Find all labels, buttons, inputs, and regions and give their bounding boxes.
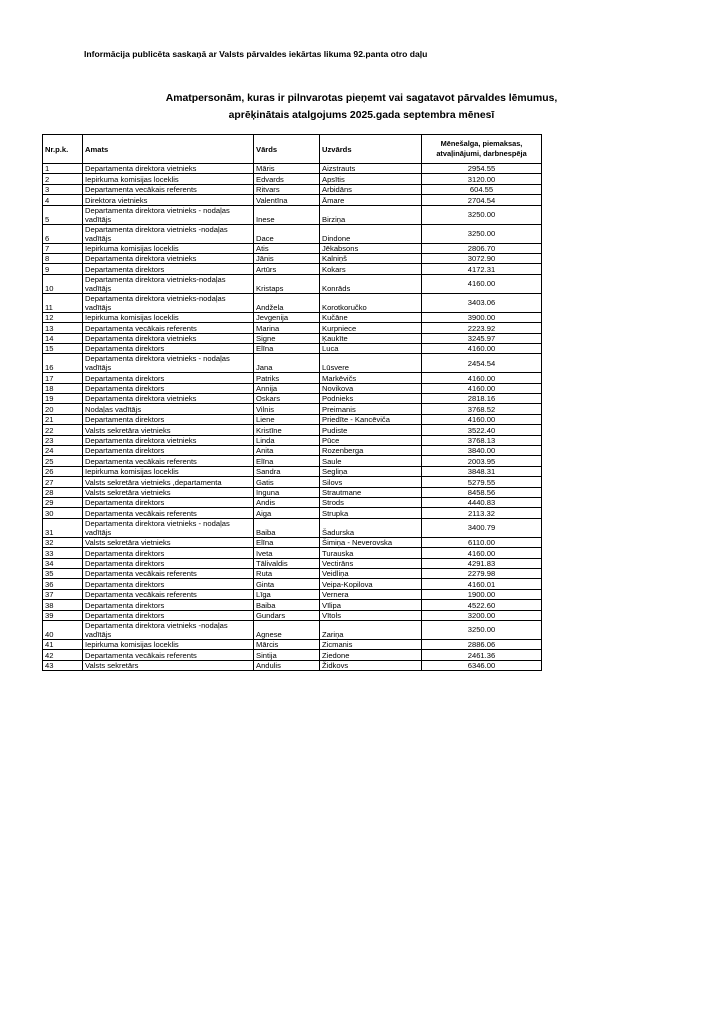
cell-amats: Departamenta vecākais referents [83,323,254,333]
cell-nr: 6 [43,224,83,243]
table-row [43,174,542,184]
cell-nr: 43 [43,660,83,670]
cell-alga: 3522.40 [422,425,542,435]
cell-alga: 4160.00 [422,343,542,353]
cell-vards: Annija [254,383,320,393]
cell-alga: 2954.55 [422,164,542,174]
cell-uzvards: Saule [320,456,422,466]
cell-uzvards: Vectirāns [320,558,422,568]
cell-vards: Ruta [254,568,320,578]
column-header-alga: Mēnešalga, piemaksas, atvaļinājumi, darbnespēja [422,135,542,164]
table-row [43,456,542,466]
table-row [43,548,542,558]
table-row [43,466,542,476]
column-header-uzvards: Uzvārds [320,135,422,164]
table-row [43,660,542,670]
cell-uzvards: Segliņa [320,466,422,476]
cell-alga: 2886.06 [422,639,542,649]
cell-uzvards: Pudiste [320,425,422,435]
cell-amats: Departamenta direktors [83,558,254,568]
cell-uzvards: Āmare [320,195,422,205]
cell-amats: Departamenta direktors [83,610,254,620]
cell-vards: Inese [254,205,320,224]
table-row [43,639,542,649]
cell-nr: 42 [43,650,83,660]
cell-nr: 33 [43,548,83,558]
cell-nr: 18 [43,383,83,393]
table-row [43,164,542,174]
cell-alga: 3403.06 [422,293,542,312]
cell-alga: 604.55 [422,184,542,194]
cell-amats: Departamenta direktora vietnieks [83,394,254,404]
cell-amats: Departamenta direktora vietnieks [83,333,254,343]
cell-amats: Valsts sekretāra vietnieks ,departamenta [83,477,254,487]
table-row [43,600,542,610]
table-row [43,195,542,205]
cell-uzvards: Vernera [320,589,422,599]
cell-nr: 37 [43,589,83,599]
cell-alga: 3250.00 [422,620,542,639]
cell-uzvards: Ziedone [320,650,422,660]
table-row [43,508,542,518]
cell-alga: 3250.00 [422,205,542,224]
table-row [43,404,542,414]
table-row [43,354,542,373]
cell-amats: Departamenta direktors [83,600,254,610]
document-title-line-2: aprēķinātais atalgojums 2025.gada septembra mēnesī [228,110,495,121]
cell-amats: Departamenta direktors [83,446,254,456]
cell-vards: Oskars [254,394,320,404]
cell-nr: 5 [43,205,83,224]
cell-nr: 12 [43,312,83,322]
column-header-vards: Vārds [254,135,320,164]
cell-vards: Andžela [254,293,320,312]
cell-amats: Departamenta vecākais referents [83,508,254,518]
cell-amats: Nodaļas vadītājs [83,404,254,414]
table-row [43,435,542,445]
cell-vards: Ginta [254,579,320,589]
cell-amats: Valsts sekretāra vietnieks [83,425,254,435]
cell-amats: Departamenta direktors [83,373,254,383]
cell-uzvards: Konrāds [320,274,422,293]
cell-alga: 4291.83 [422,558,542,568]
table-row [43,568,542,578]
cell-nr: 8 [43,253,83,263]
cell-nr: 14 [43,333,83,343]
table-row [43,373,542,383]
cell-amats: Departamenta direktors [83,343,254,353]
cell-amats: Departamenta direktors [83,548,254,558]
cell-uzvards: Apsītis [320,174,422,184]
cell-amats: Iepirkuma komisijas loceklis [83,243,254,253]
table-row [43,243,542,253]
cell-amats: Departamenta direktora vietnieks [83,435,254,445]
cell-vards: Kristīne [254,425,320,435]
cell-nr: 28 [43,487,83,497]
cell-uzvards: Arbidāns [320,184,422,194]
cell-vards: Elīna [254,456,320,466]
column-header-nr: Nr.p.k. [43,135,83,164]
cell-uzvards: Preimanis [320,404,422,414]
cell-nr: 38 [43,600,83,610]
cell-alga: 3120.00 [422,174,542,184]
cell-uzvards: Novikova [320,383,422,393]
cell-alga: 2003.95 [422,456,542,466]
cell-nr: 11 [43,293,83,312]
cell-uzvards: Strods [320,497,422,507]
cell-amats: Departamenta direktors [83,383,254,393]
cell-amats: Iepirkuma komisijas loceklis [83,466,254,476]
publication-note: Informācija publicēta saskaņā ar Valsts pārvaldes iekārtas likuma 92.panta otro daļu [84,49,428,59]
column-header-amats: Amats [83,135,254,164]
cell-uzvards: Kurpniece [320,323,422,333]
cell-alga: 3400.79 [422,518,542,537]
table-row [43,579,542,589]
cell-uzvards: Kokars [320,264,422,274]
cell-amats: Valsts sekretāra vietnieks [83,487,254,497]
cell-vards: Artūrs [254,264,320,274]
cell-uzvards: Vītols [320,610,422,620]
cell-nr: 35 [43,568,83,578]
table-row [43,518,542,537]
cell-vards: Patriks [254,373,320,383]
cell-nr: 40 [43,620,83,639]
document-title-line-1: Amatpersonām, kuras ir pilnvarotas pieņemt vai sagatavot pārvaldes lēmumus, [165,93,558,104]
cell-alga: 4172.31 [422,264,542,274]
table-row [43,487,542,497]
cell-vards: Sintija [254,650,320,660]
cell-alga: 3072.90 [422,253,542,263]
cell-alga: 3768.13 [422,435,542,445]
cell-vards: Agnese [254,620,320,639]
cell-uzvards: Pūce [320,435,422,445]
cell-amats: Departamenta vecākais referents [83,568,254,578]
cell-vards: Līga [254,589,320,599]
cell-alga: 3840.00 [422,446,542,456]
table-row [43,537,542,547]
cell-nr: 16 [43,354,83,373]
cell-uzvards: Priedīte - Kancēviča [320,414,422,424]
cell-nr: 31 [43,518,83,537]
cell-vards: Valentīna [254,195,320,205]
cell-vards: Mārcis [254,639,320,649]
cell-amats: Iepirkuma komisijas loceklis [83,639,254,649]
cell-amats: Departamenta vecākais referents [83,650,254,660]
cell-amats: Departamenta direktora vietnieks [83,253,254,263]
cell-nr: 19 [43,394,83,404]
cell-amats: Valsts sekretāra vietnieks [83,537,254,547]
cell-amats: Departamenta direktora vietnieks - nodaļas vadītājs [83,205,254,224]
cell-vards: Iveta [254,548,320,558]
cell-alga: 4440.83 [422,497,542,507]
cell-vards: Dace [254,224,320,243]
cell-uzvards: Kučāne [320,312,422,322]
table-row [43,414,542,424]
cell-alga: 4522.60 [422,600,542,610]
cell-nr: 30 [43,508,83,518]
table-row [43,323,542,333]
cell-uzvards: Šimiņa - Neverovska [320,537,422,547]
cell-vards: Inguna [254,487,320,497]
cell-amats: Iepirkuma komisijas loceklis [83,312,254,322]
cell-vards: Jana [254,354,320,373]
cell-vards: Kristaps [254,274,320,293]
cell-amats: Departamenta direktors [83,579,254,589]
cell-uzvards: Židkovs [320,660,422,670]
table-row [43,589,542,599]
cell-uzvards: Birziņa [320,205,422,224]
table-row [43,446,542,456]
cell-amats: Departamenta vecākais referents [83,184,254,194]
cell-uzvards: Zicmanis [320,639,422,649]
table-row [43,650,542,660]
cell-vards: Sandra [254,466,320,476]
table-row [43,205,542,224]
cell-vards: Vilnis [254,404,320,414]
cell-uzvards: Veipa-Kopilova [320,579,422,589]
cell-vards: Aiga [254,508,320,518]
cell-vards: Elīna [254,537,320,547]
cell-nr: 32 [43,537,83,547]
cell-amats: Departamenta direktors [83,264,254,274]
cell-amats: Departamenta direktora vietnieks - nodaļas vadītājs [83,354,254,373]
cell-vards: Gatis [254,477,320,487]
cell-nr: 7 [43,243,83,253]
cell-nr: 22 [43,425,83,435]
cell-uzvards: Zariņa [320,620,422,639]
cell-nr: 26 [43,466,83,476]
cell-alga: 2461.36 [422,650,542,660]
cell-uzvards: Luca [320,343,422,353]
table-row [43,333,542,343]
cell-alga: 4160.00 [422,414,542,424]
table-row [43,425,542,435]
table-row [43,184,542,194]
cell-vards: Linda [254,435,320,445]
cell-nr: 9 [43,264,83,274]
cell-uzvards: Ķaukīte [320,333,422,343]
cell-alga: 4160.01 [422,579,542,589]
cell-alga: 1900.00 [422,589,542,599]
cell-uzvards: Aizstrauts [320,164,422,174]
cell-vards: Baiba [254,600,320,610]
cell-nr: 39 [43,610,83,620]
cell-nr: 21 [43,414,83,424]
cell-alga: 2223.92 [422,323,542,333]
cell-uzvards: Silovs [320,477,422,487]
cell-alga: 6346.00 [422,660,542,670]
cell-nr: 41 [43,639,83,649]
cell-uzvards: Korotkoručko [320,293,422,312]
cell-nr: 23 [43,435,83,445]
cell-amats: Departamenta vecākais referents [83,589,254,599]
cell-nr: 15 [43,343,83,353]
cell-vards: Signe [254,333,320,343]
table-row [43,312,542,322]
cell-amats: Departamenta direktors [83,497,254,507]
cell-vards: Elīna [254,343,320,353]
cell-amats: Iepirkuma komisijas loceklis [83,174,254,184]
cell-amats: Departamenta direktora vietnieks [83,164,254,174]
cell-alga: 6110.00 [422,537,542,547]
cell-vards: Jānis [254,253,320,263]
table-row [43,610,542,620]
cell-nr: 34 [43,558,83,568]
cell-nr: 13 [43,323,83,333]
cell-amats: Departamenta direktors [83,414,254,424]
cell-uzvards: Rozenberga [320,446,422,456]
cell-alga: 3848.31 [422,466,542,476]
cell-nr: 36 [43,579,83,589]
cell-nr: 10 [43,274,83,293]
cell-alga: 3768.52 [422,404,542,414]
cell-alga: 2113.32 [422,508,542,518]
cell-vards: Andis [254,497,320,507]
cell-amats: Departamenta vecākais referents [83,456,254,466]
cell-vards: Māris [254,164,320,174]
cell-alga: 4160.00 [422,373,542,383]
cell-nr: 20 [43,404,83,414]
cell-amats: Departamenta direktora vietnieks-nodaļas vadītājs [83,293,254,312]
cell-uzvards: Strupka [320,508,422,518]
salary-table [42,134,542,671]
cell-vards: Marina [254,323,320,333]
cell-vards: Tālivaldis [254,558,320,568]
cell-alga: 4160.00 [422,548,542,558]
cell-vards: Baiba [254,518,320,537]
table-row [43,497,542,507]
cell-nr: 27 [43,477,83,487]
cell-amats: Valsts sekretārs [83,660,254,670]
cell-uzvards: Vīlipa [320,600,422,610]
cell-vards: Anita [254,446,320,456]
cell-nr: 29 [43,497,83,507]
cell-uzvards: Lūsvere [320,354,422,373]
cell-amats: Departamenta direktora vietnieks -nodaļas vadītājs [83,224,254,243]
cell-alga: 2806.70 [422,243,542,253]
cell-alga: 2454.54 [422,354,542,373]
cell-amats: Departamenta direktora vietnieks-nodaļas vadītājs [83,274,254,293]
cell-alga: 2704.54 [422,195,542,205]
table-row [43,477,542,487]
cell-amats: Departamenta direktora vietnieks -nodaļas vadītājs [83,620,254,639]
table-header-row [43,135,542,164]
table-row [43,383,542,393]
cell-uzvards: Veidliņa [320,568,422,578]
cell-alga: 3900.00 [422,312,542,322]
cell-alga: 2818.16 [422,394,542,404]
cell-uzvards: Jēkabsons [320,243,422,253]
cell-uzvards: Kalniņš [320,253,422,263]
table-row [43,253,542,263]
cell-amats: Departamenta direktora vietnieks - nodaļas vadītājs [83,518,254,537]
cell-amats: Direktora vietnieks [83,195,254,205]
cell-uzvards: Strautmane [320,487,422,497]
cell-alga: 3245.97 [422,333,542,343]
cell-uzvards: Markēvičs [320,373,422,383]
cell-alga: 3250.00 [422,224,542,243]
cell-nr: 25 [43,456,83,466]
table-row [43,224,542,243]
table-row [43,264,542,274]
cell-nr: 17 [43,373,83,383]
table-row [43,394,542,404]
table-row [43,620,542,639]
cell-uzvards: Dindone [320,224,422,243]
cell-vards: Gundars [254,610,320,620]
cell-vards: Liene [254,414,320,424]
table-row [43,274,542,293]
cell-alga: 5279.55 [422,477,542,487]
cell-alga: 2279.98 [422,568,542,578]
cell-vards: Jevgenija [254,312,320,322]
cell-nr: 2 [43,174,83,184]
cell-vards: Edvards [254,174,320,184]
table-row [43,558,542,568]
cell-alga: 4160.00 [422,383,542,393]
cell-vards: Ritvars [254,184,320,194]
cell-nr: 24 [43,446,83,456]
table-row [43,293,542,312]
table-row [43,343,542,353]
cell-alga: 8458.56 [422,487,542,497]
cell-nr: 4 [43,195,83,205]
cell-vards: Atis [254,243,320,253]
cell-uzvards: Šadurska [320,518,422,537]
cell-vards: Andulis [254,660,320,670]
cell-alga: 3200.00 [422,610,542,620]
cell-nr: 1 [43,164,83,174]
cell-alga: 4160.00 [422,274,542,293]
cell-nr: 3 [43,184,83,194]
cell-uzvards: Turauska [320,548,422,558]
cell-uzvards: Podnieks [320,394,422,404]
